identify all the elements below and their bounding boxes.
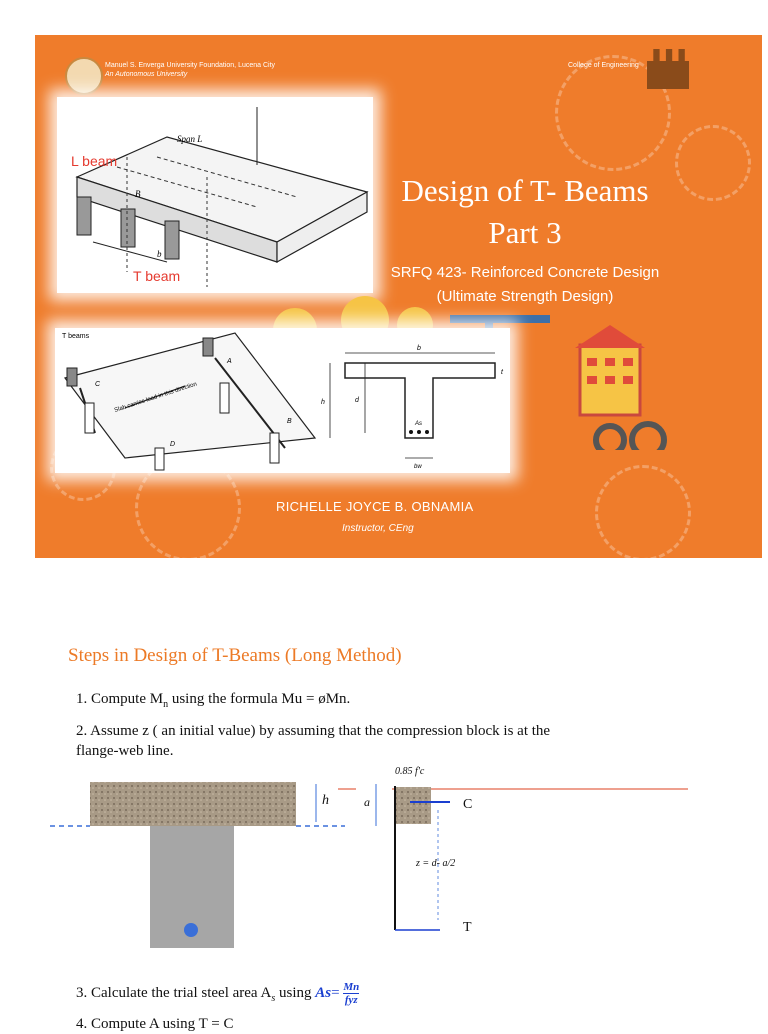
step-2-line2: flange-web line. [76, 743, 174, 759]
slide-title: Design of T- Beams [401, 173, 649, 208]
step-2-line1: 2. Assume z ( an initial value) by assuming that the compression block is at the [76, 723, 551, 739]
flange-block [90, 782, 296, 826]
section-t-label: t [501, 369, 503, 376]
section-bw-label: bw [414, 464, 422, 470]
flange-width-label: B [135, 189, 141, 199]
gear-icon [675, 125, 751, 201]
section-as-label: As [415, 421, 423, 427]
slab-direction-label: Slab carries load in this direction [113, 381, 198, 414]
t-beam-system-drawing [55, 328, 510, 473]
college-logo-icon [647, 49, 689, 89]
author-name: RICHELLE JOYCE B. OBNAMIA [276, 499, 474, 514]
block-a-label: a [364, 795, 370, 809]
slab-beam-figure [57, 97, 373, 293]
title-slide [35, 35, 762, 558]
stress-label: 0.85 f'c [395, 766, 425, 777]
step-3: 3. Calculate the trial steel area $A_s$ using As= Mn fyz [76, 981, 360, 1006]
gear-icon [595, 465, 691, 558]
t-beam-system-figure [55, 328, 510, 473]
rebar-icon [184, 923, 198, 937]
t-beams-label: T beams [62, 333, 90, 340]
section-b-label: b [417, 345, 421, 352]
lever-arm-label: z = d- a/2 [416, 858, 456, 869]
t-beam-label: T beam [133, 268, 181, 284]
step-4: 4. Compute A using T = C [76, 1016, 234, 1032]
label-c: C [95, 381, 101, 388]
step-1: 1. Compute $M_n$ using the formula Mu = øMn. [76, 691, 351, 710]
label-b: B [287, 418, 292, 425]
section-h-label: h [321, 399, 325, 406]
label-a: A [227, 358, 232, 365]
crane-icon [450, 315, 550, 323]
section-d-label: d [355, 397, 359, 404]
college-name: College of Engineering [568, 62, 639, 69]
steps-heading: Steps in Design of T-Beams (Long Method) [68, 645, 402, 666]
tension-t-label: T [463, 920, 472, 935]
author-title: Instructor, CEng [342, 523, 414, 534]
university-name: Manuel S. Enverga University Foundation, Lucena City An Autonomous University [105, 62, 276, 78]
flange-h-label: h [322, 793, 329, 808]
compression-block-diagram [40, 760, 700, 960]
l-beam-label: L beam [71, 153, 118, 169]
label-d: D [170, 441, 176, 448]
university-seal-icon [65, 57, 103, 95]
gear-icon [632, 424, 664, 450]
slide-title-part: Part 3 [488, 215, 562, 250]
course-title: SRFQ 423- Reinforced Concrete Design [390, 264, 660, 281]
gear-icon [596, 426, 624, 450]
course-subtitle: (Ultimate Strength Design) [436, 288, 614, 305]
slab-beam-drawing [57, 97, 373, 293]
span-label: Span L [177, 134, 203, 144]
compression-c-label: C [463, 797, 473, 812]
web-width-label: b [157, 249, 162, 259]
